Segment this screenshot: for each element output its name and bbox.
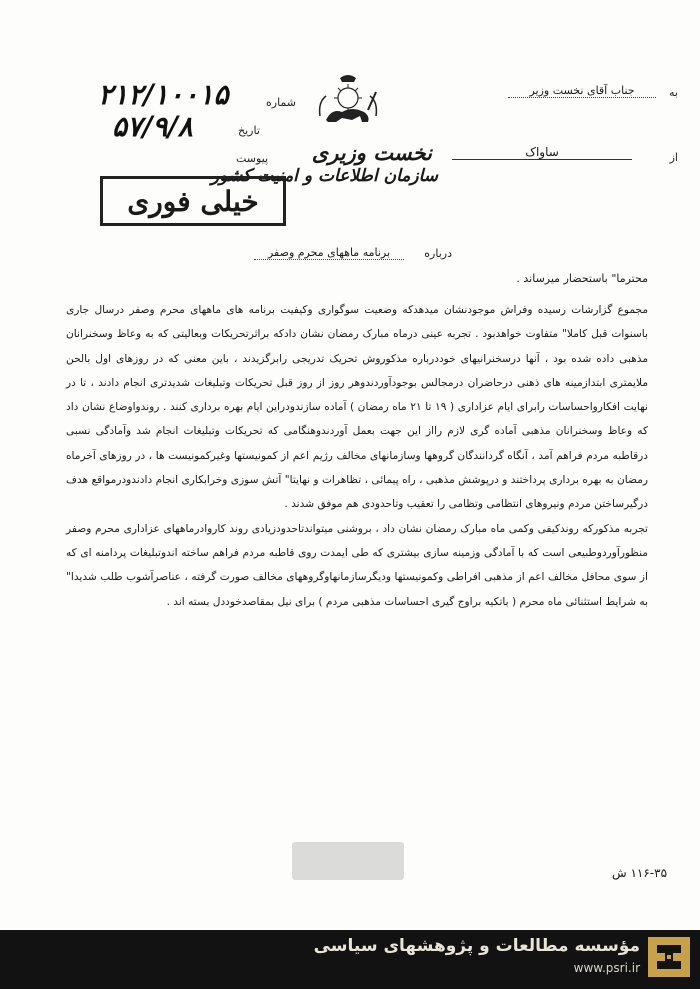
from-prefix: از [669, 151, 678, 164]
institute-name: مؤسسه مطالعات و پژوهشهای سیاسی [313, 936, 640, 956]
date-label: تاریخ [238, 124, 260, 137]
institute-url[interactable]: www.psri.ir [573, 961, 640, 975]
signature-smudge [292, 842, 404, 880]
subject-row [252, 246, 452, 264]
psri-logo-icon [648, 937, 690, 977]
from-value: ساواک [452, 145, 632, 160]
addressee-prefix: به [669, 86, 678, 99]
org-name: نخست وزیری [311, 140, 432, 165]
from-row [448, 145, 678, 165]
subject-label: درباره [424, 247, 452, 260]
addressee-value: جناب آقای نخست وزیر [508, 84, 656, 98]
salutation: محترما" باستحضار میرساند . [516, 272, 648, 285]
enclosure-label: پیوست [236, 152, 269, 165]
urgent-stamp: خیلی فوری [100, 176, 286, 226]
subject-text: برنامه ماههای محرم وصفر [254, 246, 404, 260]
reference-code: ۱۱۶-۳۵ ش [612, 866, 668, 880]
date-value: ۵۷/۹/۸ [112, 110, 193, 143]
org-subtitle: سازمان اطلاعات و امنیت کشور [210, 166, 438, 186]
addressee-row [508, 84, 678, 104]
lion-and-sun-emblem-icon [312, 72, 384, 132]
body-paragraph-2: تجربه مذکورکه روندکیفی وکمی ماه مبارک رمضان نشان داد ، بروشنی میتواندتاحدودزیادی روند کاروادرماههای عزاداری محرم وصفر منظورآوردوطبیعی است که با آمادگی وزمینه سازی بیشتری که طی ایمدت روی قاطبه مردم فراهم ساخته اندوتبلیغات پردامنه ای که از سوی محافل مخالف اعم از مذهبی افراطی وکمونیستها ودیگرسازمانهاوگروههای مخالف صورت گرفته ، عناصرآشوب طلب شدیدا" به شرایط استثنائی ماه محرم ( باتکیه براوج گیری احساسات مذهبی مردم ) برای نیل بمقاصدخوددل بسته اند . [66, 522, 648, 608]
body-paragraph-1: مجموع گزارشات رسیده وفراش موجودنشان میدهدکه وضعیت سوگواری وکیفیت برنامه های ماههای محرم وصفر درسال جاری باسنوات قبل کاملا" متفاوت خواهدبود . تجربه عینی درماه مبارک رمضان نشان دادکه براثرتحریکات وبعالیتی که به وعاظ وسخنرانان مذهبی داده شده بود ، آنها درسخنرانیهای خوددرباره مذکوروش تحریک تدریجی رابرگزیدند ، باین معنی که در روزهای اول بالحن ملایمتری ابتدازمینه های ذهنی درحاضران درمجالس بوجودآوردندوهر روز از روز قبل تحریکات وتبلیغات شدیدتری انجام دادند ، تا در نهایت افکارواحساسات رابرای ایام عزاداری ( ۱۹ تا ۲۱ ماه رمضان ) آماده سازندودراین ایام بهره برداری کنند . روندواوضاع نشان داد که وعاظ وسخنرانان مذهبی آماده گری لازم رااز این جهت بعمل آوردندوهنگامی که تحریکات وتبلیغات انجام شد وآمادگی نسبی درقاطبه مردم فراهم آمد ، آنگاه گردانندگان گروهها وسازمانهای مخالف رژیم اعم از کمونیستها وغیرکمونیست ها ، در روزهای آخرماه رمضان به بهره برداری پرداختند و درپوشش مذهبی ، راه پیمائی ، تظاهرات و نهایتا" آتش سوزی وخرابکاری انجام دادندودرمواقع هدف درگیرساختن مردم ونیروهای انتظامی وتظامی را تعقیب وتاحدودی هم موفق شدند . [66, 304, 648, 511]
number-value: ۲۱۲/۱۰۰۱۵ [98, 78, 229, 111]
number-label: شماره [266, 96, 297, 109]
letter-body [66, 298, 648, 614]
